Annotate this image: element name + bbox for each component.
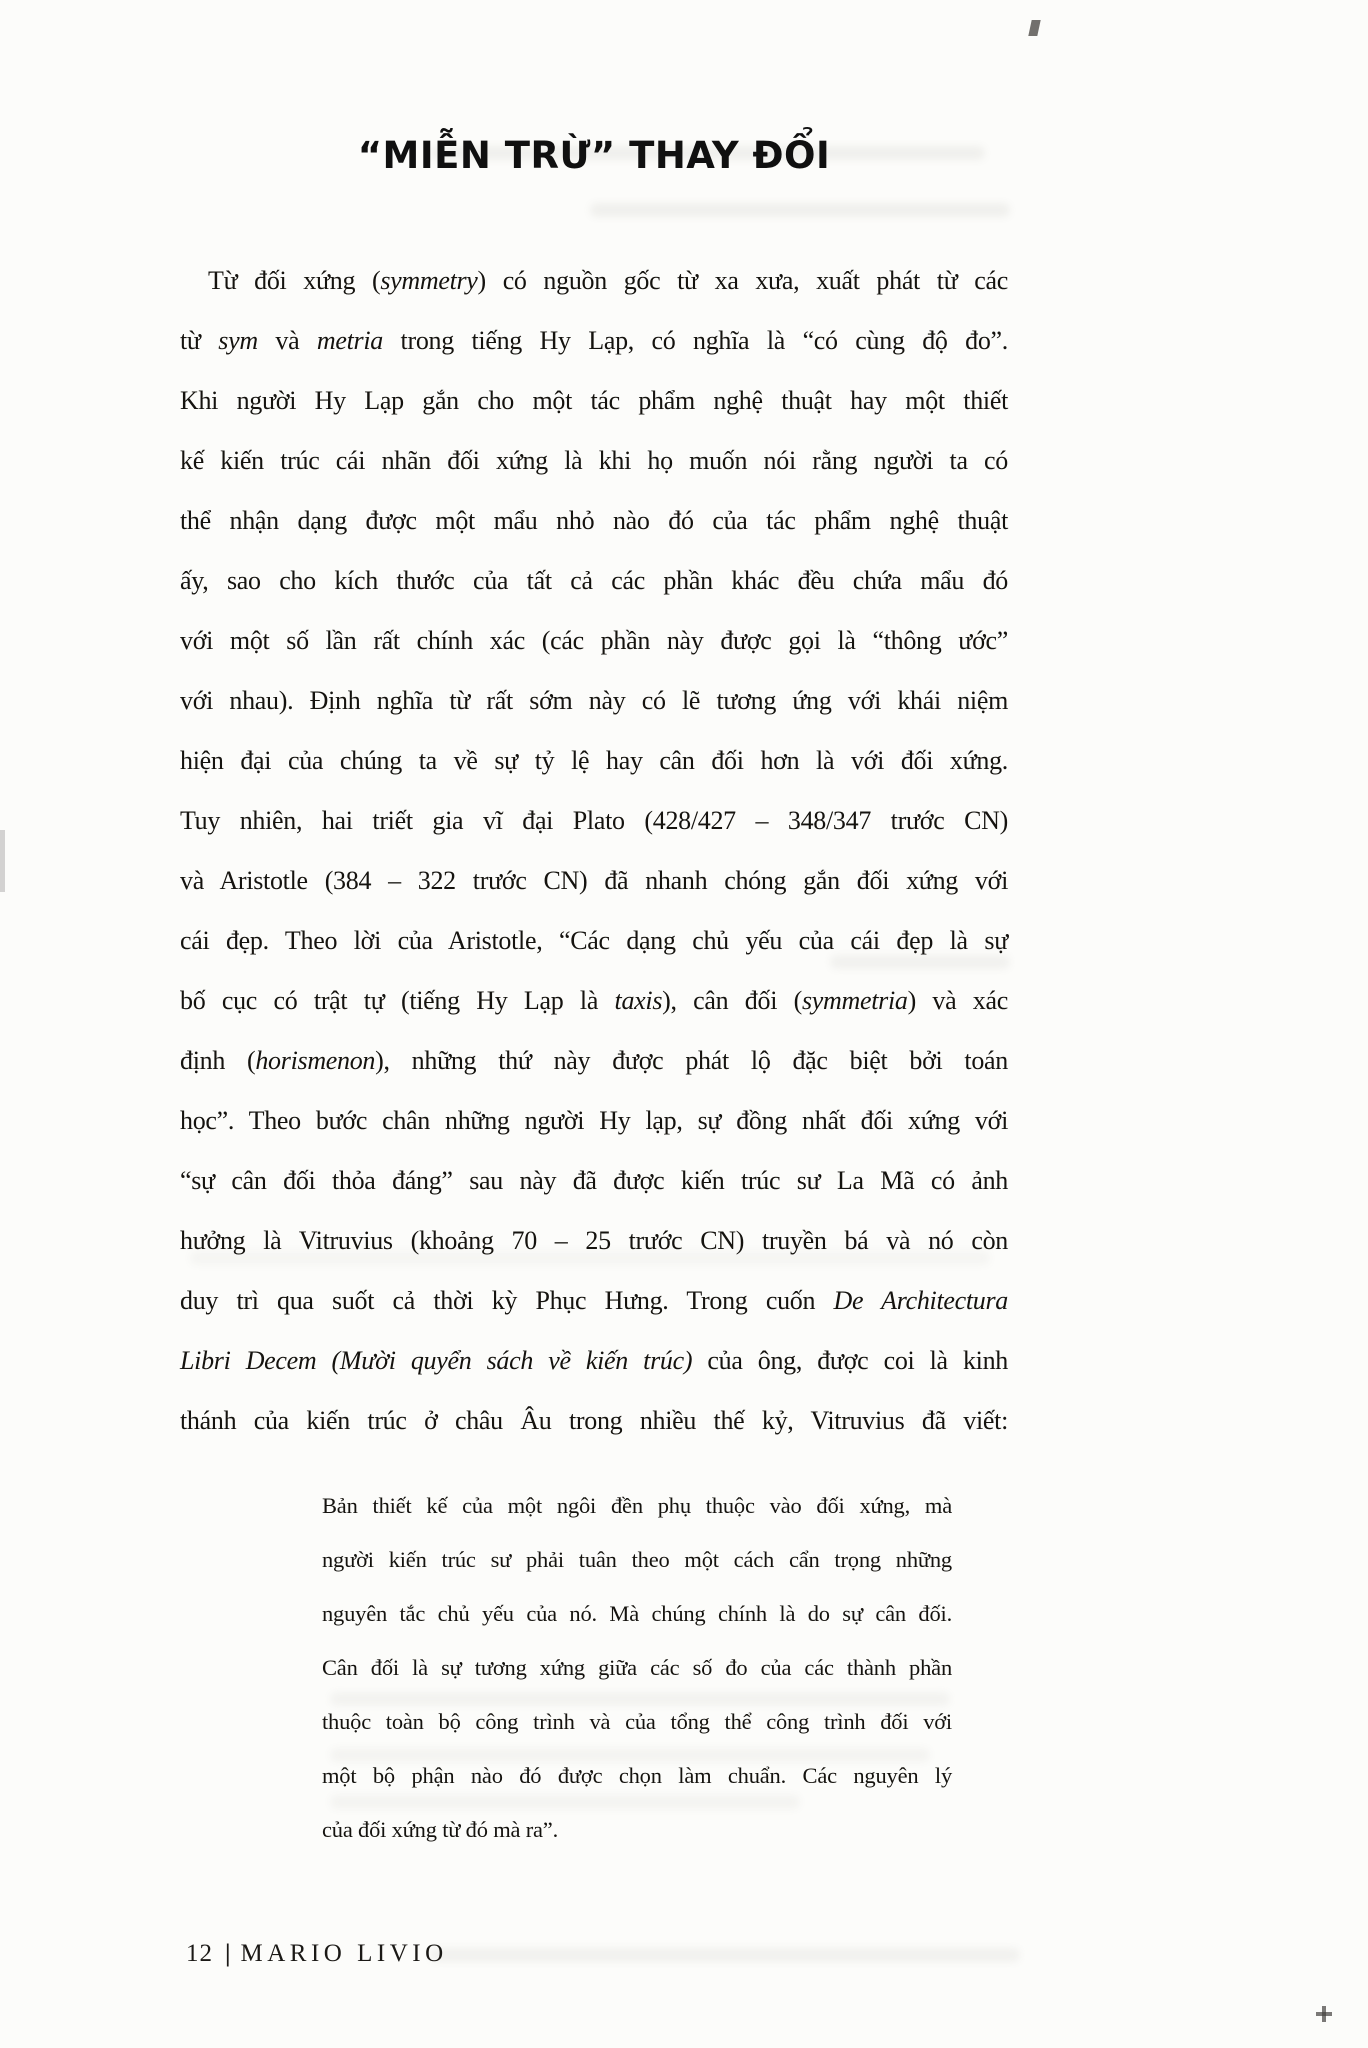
text-segment: duy trì qua suốt cả thời kỳ Phục Hưng. Trong cuốn (180, 1286, 834, 1315)
scan-speck (1316, 2012, 1332, 2016)
text-line (180, 1271, 1008, 1331)
text-segment: người kiến trúc sư phải tuân theo một cách cẩn trọng những (322, 1547, 952, 1572)
text-segment: của ông, được coi là kinh (692, 1346, 1009, 1375)
text-segment: kế kiến trúc cái nhãn đối xứng là khi họ muốn nói rằng người ta có (180, 446, 1008, 475)
text-segment: và Aristotle (384 – 322 trước CN) đã nhanh chóng gắn đối xứng với (180, 866, 1008, 895)
italic-text-segment: symmetria (801, 986, 908, 1015)
text-segment: “sự cân đối thỏa đáng” sau này đã được kiến trúc sư La Mã có ảnh (180, 1166, 1008, 1195)
main-paragraph (180, 251, 1008, 1451)
italic-text-segment: Libri Decem (Mười quyển sách về kiến trúc) (180, 1346, 693, 1375)
text-line (180, 371, 1008, 431)
text-segment: với nhau). Định nghĩa từ rất sớm này có lẽ tương ứng với khái niệm (180, 686, 1008, 715)
bleed-through-ghost (590, 203, 1010, 217)
text-line (180, 1391, 1008, 1451)
text-segment: từ (180, 326, 219, 355)
text-line (180, 671, 1008, 731)
text-line (322, 1641, 952, 1695)
text-segment: ) và xác (907, 986, 1008, 1015)
text-line (180, 551, 1008, 611)
text-line (180, 251, 1008, 311)
scan-edge-streak (0, 830, 5, 892)
text-segment: ấy, sao cho kích thước của tất cả các phần khác đều chứa mẩu đó (180, 566, 1008, 595)
italic-text-segment: De Architectura (833, 1286, 1008, 1315)
text-segment: thuộc toàn bộ công trình và của tổng thể công trình đối với (322, 1709, 952, 1734)
text-segment: một bộ phận nào đó được chọn làm chuẩn. Các nguyên lý (322, 1763, 952, 1788)
text-segment: trong tiếng Hy Lạp, có nghĩa là “có cùng độ đo”. (382, 326, 1008, 355)
italic-text-segment: metria (316, 326, 383, 355)
italic-text-segment: horismenon (255, 1046, 376, 1075)
text-line (322, 1533, 952, 1587)
text-line (322, 1749, 952, 1803)
text-segment: Từ đối xứng ( (208, 266, 381, 295)
page-footer (186, 1940, 448, 1968)
text-segment: thể nhận dạng được một mẩu nhỏ nào đó của tác phẩm nghệ thuật (180, 506, 1008, 535)
text-segment: Bản thiết kế của một ngôi đền phụ thuộc vào đối xứng, mà (322, 1493, 952, 1518)
text-line (180, 611, 1008, 671)
text-line (180, 731, 1008, 791)
text-segment: cái đẹp. Theo lời của Aristotle, “Các dạng chủ yếu của cái đẹp là sự (180, 926, 1008, 955)
italic-text-segment: taxis (614, 986, 663, 1015)
text-segment: thánh của kiến trúc ở châu Âu trong nhiều thế kỷ, Vitruvius đã viết: (180, 1406, 1008, 1435)
text-segment: định ( (180, 1046, 256, 1075)
text-line (322, 1803, 952, 1857)
text-line (180, 791, 1008, 851)
chapter-title: “MIỄN TRỪ” THAY ĐỔI (357, 134, 831, 177)
text-line (180, 311, 1008, 371)
text-line (180, 1331, 1008, 1391)
text-line (180, 1151, 1008, 1211)
text-segment: với một số lần rất chính xác (các phần này được gọi là “thông ước” (180, 626, 1008, 655)
footer-separator: | (225, 1940, 231, 1967)
text-segment: Khi người Hy Lạp gắn cho một tác phẩm nghệ thuật hay một thiết (180, 386, 1008, 415)
text-segment: ), cân đối ( (662, 986, 802, 1015)
block-quote (322, 1479, 952, 1857)
text-line (180, 971, 1008, 1031)
bleed-through-ghost (430, 1948, 1020, 1962)
text-line (322, 1479, 952, 1533)
text-segment: ) có nguồn gốc từ xa xưa, xuất phát từ các (477, 266, 1008, 295)
text-line (180, 1031, 1008, 1091)
text-segment: nguyên tắc chủ yếu của nó. Mà chúng chính là do sự cân đối. (322, 1601, 952, 1626)
text-line (322, 1695, 952, 1749)
text-line (180, 1211, 1008, 1271)
text-line (180, 1091, 1008, 1151)
scan-speck (1028, 20, 1040, 36)
text-segment: và (257, 326, 317, 355)
text-segment: bố cục có trật tự (tiếng Hy Lạp là (180, 986, 615, 1015)
scan-speck (1322, 2006, 1326, 2022)
text-line (180, 911, 1008, 971)
text-line (180, 491, 1008, 551)
italic-text-segment: symmetry (380, 266, 478, 295)
text-line (322, 1587, 952, 1641)
text-segment: của đối xứng từ đó mà ra”. (322, 1817, 558, 1842)
text-line (180, 851, 1008, 911)
text-segment: hưởng là Vitruvius (khoảng 70 – 25 trước CN) truyền bá và nó còn (180, 1226, 1008, 1255)
italic-text-segment: sym (218, 326, 258, 355)
page-number: 12 (186, 1940, 213, 1967)
text-segment: ), những thứ này được phát lộ đặc biệt bởi toán (375, 1046, 1008, 1075)
text-segment: Tuy nhiên, hai triết gia vĩ đại Plato (428/427 – 348/347 trước CN) (180, 806, 1008, 835)
text-segment: học”. Theo bước chân những người Hy lạp, sự đồng nhất đối xứng với (180, 1106, 1008, 1135)
footer-author: MARIO LIVIO (240, 1940, 448, 1967)
text-line (180, 431, 1008, 491)
text-segment: hiện đại của chúng ta về sự tỷ lệ hay cân đối hơn là với đối xứng. (180, 746, 1008, 775)
text-segment: Cân đối là sự tương xứng giữa các số đo của các thành phần (322, 1655, 952, 1680)
